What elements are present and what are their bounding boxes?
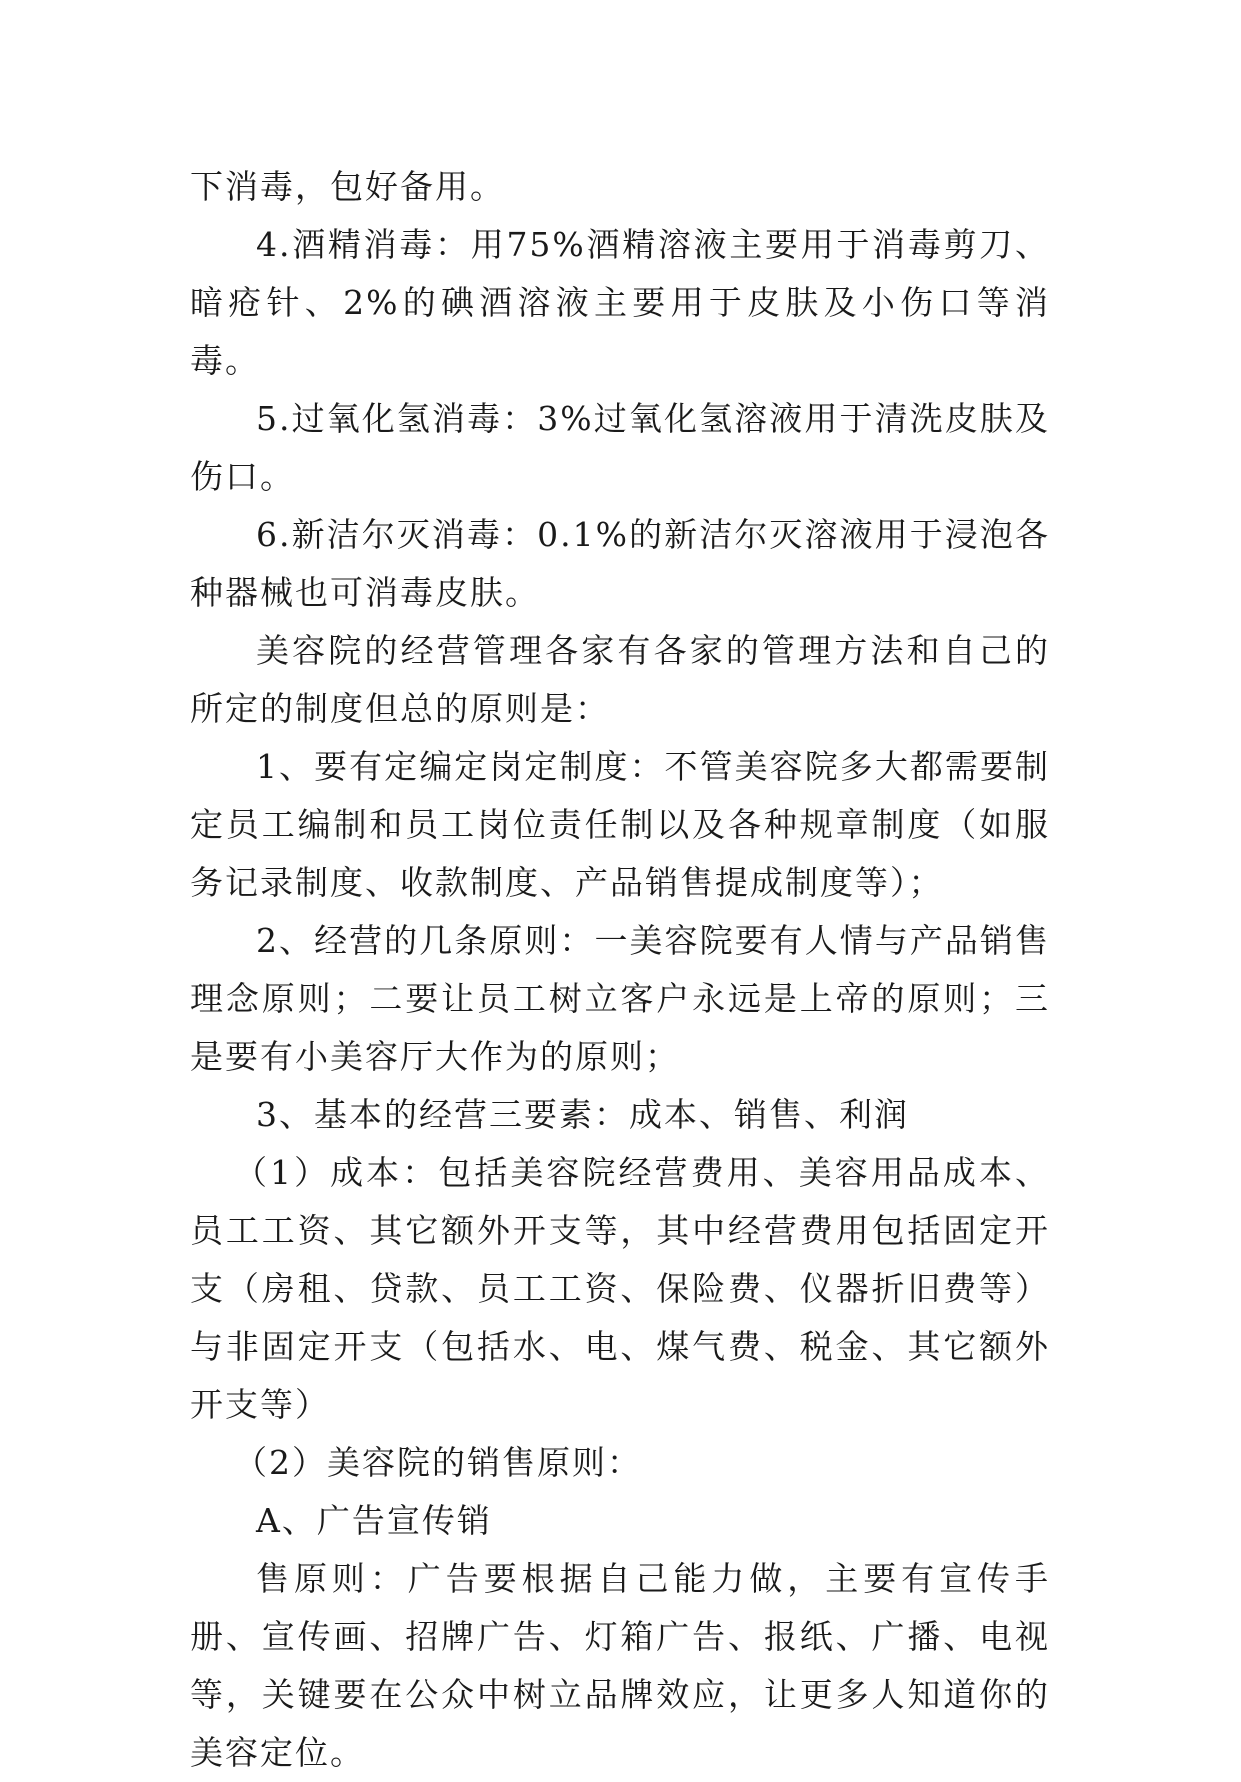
paragraph: 售原则：广告要根据自己能力做，主要有宣传手册、宣传画、招牌广告、灯箱广告、报纸、广播、电视等，关键要在公众中树立品牌效应，让更多人知道你的美容定位。 <box>190 1559 1050 1772</box>
paragraph: （1）成本：包括美容院经营费用、美容用品成本、员工工资、其它额外开支等，其中经营费用包括固定开支（房租、贷款、员工工资、保险费、仪器折旧费等）与非固定开支（包括水、电、煤气费、税金、其它额外开支等） <box>190 1153 1050 1424</box>
paragraph: 下消毒，包好备用。 <box>190 167 505 206</box>
paragraph: 4.酒精消毒：用75%酒精溶液主要用于消毒剪刀、暗疮针、2%的碘酒溶液主要用于皮肤及小伤口等消毒。 <box>190 225 1050 380</box>
paragraph: A、广告宣传销 <box>256 1501 492 1540</box>
document-body <box>190 158 1050 1782</box>
paragraph: 3、基本的经营三要素：成本、销售、利润 <box>256 1095 909 1134</box>
paragraph: 1、要有定编定岗定制度：不管美容院多大都需要制定员工编制和员工岗位责任制以及各种规章制度（如服务记录制度、收款制度、产品销售提成制度等）； <box>190 747 1050 902</box>
paragraph: 6.新洁尔灭消毒：0.1%的新洁尔灭溶液用于浸泡各种器械也可消毒皮肤。 <box>190 515 1050 612</box>
paragraph: 5.过氧化氢消毒：3%过氧化氢溶液用于清洗皮肤及伤口。 <box>190 399 1050 496</box>
paragraph: 2、经营的几条原则：一美容院要有人情与产品销售理念原则；二要让员工树立客户永远是上帝的原则；三是要有小美容厅大作为的原则； <box>190 921 1050 1076</box>
paragraph: 美容院的经营管理各家有各家的管理方法和自己的所定的制度但总的原则是： <box>190 631 1050 728</box>
paragraph: （2）美容院的销售原则： <box>234 1443 642 1482</box>
